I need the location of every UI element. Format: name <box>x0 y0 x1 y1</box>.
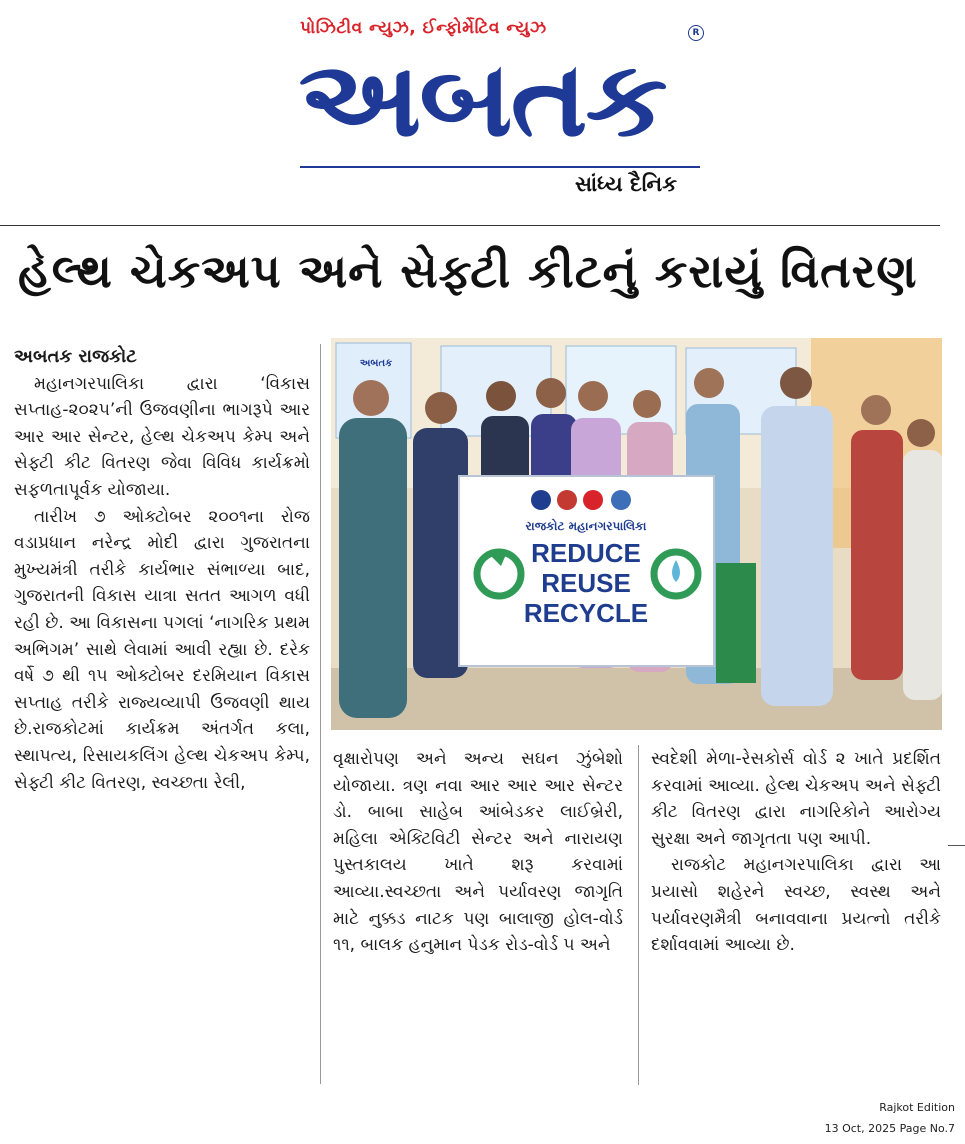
banner-org-name: રાજકોટ મહાનગરપાલિકા <box>525 519 647 533</box>
edition-label: Rajkot Edition <box>879 1101 955 1114</box>
group-photo-illustration <box>331 338 942 730</box>
newspaper-logo: અબતક <box>298 38 666 160</box>
banner-reuse: REUSE <box>541 568 631 598</box>
article-paragraph-3: વૃક્ષારોપણ અને અન્ય સઘન ઝુંબેશો યોજાયા. ત્રણ નવા આર આર આર સેન્ટર ડો. બાબા સાહેબ આંબેડકર લાઈબ્રેરી, મહિલા એક્ટિવિટી સેન્ટર અને નારાયણ પુસ્તકાલય ખાતે શરૂ કરવામાં આવ્યા.સ્વચ્છતા અને પર્યાવરણ જાગૃતિ માટે નુક્કડ નાટક પણ બાલાજી હોલ-વોર્ડ ૧૧, બાલક હનુમાન પેડક રોડ-વોર્ડ ૫ અને <box>333 749 623 956</box>
column-divider <box>638 745 639 1085</box>
masthead-tagline: પોઝિટીવ ન્યુઝ, ઈન્ફોર્મેટિવ ન્યુઝ <box>300 18 547 38</box>
article-paragraph-5: રાજકોટ મહાનગરપાલિકા દ્વારા આ પ્રયાસો શહેરને સ્વચ્છ, સ્વસ્થ અને પર્યાવરણમૈત્રી બનાવવાના પ્રયત્નો તરીકે દર્શાવવામાં આવ્યા છે. <box>651 855 941 956</box>
article-paragraph-4: સ્વદેશી મેળા-રેસકોર્સ વોર્ડ ૨ ખાતે પ્રદર્શિત કરવામાં આવ્યા. હેલ્થ ચેકઅપ અને સેફ્ટી કીટ વિતરણ દ્વારા નાગરિકોને આરોગ્ય સુરક્ષા અને જાગૃતતા પણ આપી. <box>651 749 941 849</box>
article-column-2 <box>333 746 623 959</box>
date-page-label: 13 Oct, 2025 Page No.7 <box>824 1122 955 1135</box>
article-paragraph-1: મહાનગરપાલિકા દ્વારા ‘વિકાસ સપ્તાહ-૨૦૨૫’ની ઉજવણીના ભાગરૂપે આર આર આર સેન્ટર, હેલ્થ ચેકઅપ કેમ્પ અને સેફ્ટી કીટ વિતરણ જેવા વિવિધ કાર્યક્રમો સફળતાપૂર્વક યોજાયા. <box>14 373 310 500</box>
article-dateline: અબતક રાજકોટ <box>14 346 137 367</box>
article-column-1 <box>14 344 310 796</box>
registered-mark-icon: R <box>688 25 704 41</box>
logo-underline <box>300 166 700 168</box>
backdrop-label: અબતક <box>359 358 393 369</box>
masthead-subtitle: સાંધ્ય દૈનિક <box>575 172 677 196</box>
article-headline: હેલ્થ ચેકઅપ અને સેફ્ટી કીટનું કરાયું વિતરણ <box>18 244 918 298</box>
article-paragraph-2: તારીખ ૭ ઓક્ટોબર ૨૦૦૧ના રોજ વડાપ્રધાન નરેન્દ્ર મોદી દ્વારા ગુજરાતના મુખ્યમંત્રી તરીકે કાર્યભાર સંભાળ્યા બાદ, ગુજરાતની વિકાસ યાત્રા સતત આગળ વધી રહી છે. આ વિકાસના પગલાં ‘નાગરિક પ્રથમ અભિગમ’ સાથે લેવામાં આવી રહ્યા છે. દરેક વર્ષે ૭ થી ૧૫ ઓક્ટોબર દરમિયાન વિકાસ સપ્તાહ તરીકે રાજ્યવ્યાપી ઉજવણી થાય છે.રાજકોટમાં કાર્યક્રમ અંતર્ગત કલા, સ્થાપત્ય, રિસાયકલિંગ હેલ્થ ચેકઅપ કેમ્પ, સેફ્ટી કીટ વિતરણ, સ્વચ્છતા રેલી, <box>14 506 310 793</box>
banner-recycle: RECYCLE <box>523 598 649 628</box>
article-column-3 <box>651 746 941 959</box>
masthead <box>0 0 965 215</box>
side-mark <box>948 845 965 846</box>
header-divider <box>0 225 940 226</box>
banner-reduce: REDUCE <box>531 538 641 568</box>
column-divider <box>320 344 321 1084</box>
event-photo <box>331 338 942 730</box>
